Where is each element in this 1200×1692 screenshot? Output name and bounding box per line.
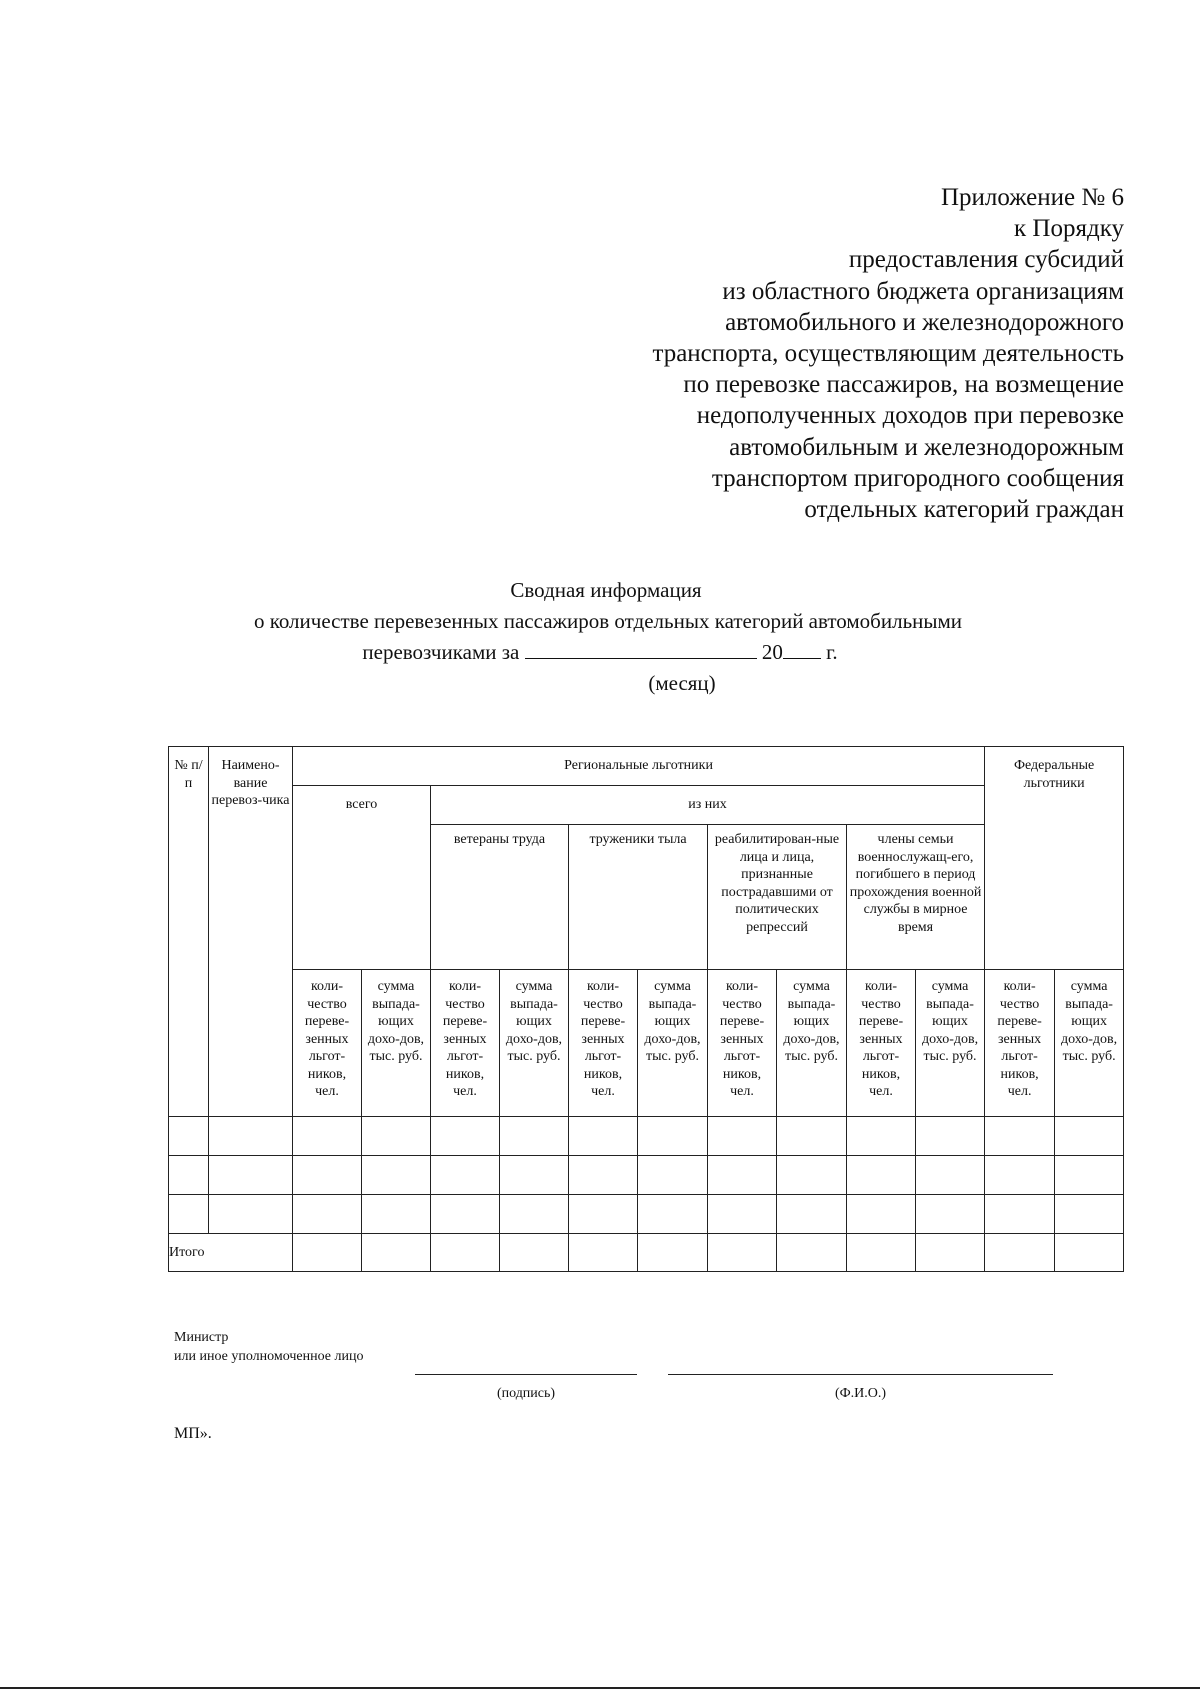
table-cell[interactable] bbox=[708, 1195, 777, 1234]
table-cell[interactable] bbox=[1055, 1195, 1124, 1234]
total-row-label: Итого bbox=[169, 1234, 293, 1272]
table-cell[interactable] bbox=[293, 1234, 362, 1272]
subheader-amount: сумма выпада-ющих дохо-дов, тыс. руб. bbox=[777, 970, 847, 1117]
subheader-count: коли-чество переве-зенных льгот-ников, чел. bbox=[569, 970, 638, 1117]
table-cell[interactable] bbox=[916, 1117, 985, 1156]
signature-caption: (подпись) bbox=[496, 1386, 556, 1401]
year-blank bbox=[783, 641, 821, 659]
table-cell[interactable] bbox=[985, 1156, 1055, 1195]
appendix-header bbox=[652, 182, 1124, 525]
subheader-amount: сумма выпада-ющих дохо-дов, тыс. руб. bbox=[638, 970, 708, 1117]
table-cell[interactable] bbox=[638, 1195, 708, 1234]
appendix-line: по перевозке пассажиров, на возмещение bbox=[683, 371, 1124, 399]
appendix-line: недополученных доходов при перевозке bbox=[696, 402, 1124, 430]
total-row bbox=[169, 1234, 1124, 1272]
name-line[interactable] bbox=[668, 1374, 1053, 1375]
subheader-amount: сумма выпада-ющих дохо-дов, тыс. руб. bbox=[362, 970, 431, 1117]
table-cell[interactable] bbox=[1055, 1156, 1124, 1195]
table-cell[interactable] bbox=[362, 1195, 431, 1234]
subheader-count: коли-чество переве-зенных льгот-ников, чел. bbox=[708, 970, 777, 1117]
table-cell[interactable] bbox=[985, 1234, 1055, 1272]
table-cell[interactable] bbox=[169, 1117, 209, 1156]
appendix-line: транспорта, осуществляющим деятельность bbox=[652, 340, 1124, 368]
document-title: Сводная информация bbox=[510, 578, 702, 602]
table-cell[interactable] bbox=[916, 1234, 985, 1272]
table-cell[interactable] bbox=[362, 1234, 431, 1272]
table-cell[interactable] bbox=[431, 1195, 500, 1234]
table-cell[interactable] bbox=[985, 1117, 1055, 1156]
name-caption: (Ф.И.О.) bbox=[834, 1386, 887, 1401]
header-home-front-workers: труженики тыла bbox=[569, 825, 708, 970]
table-cell[interactable] bbox=[638, 1117, 708, 1156]
stamp-mark: МП». bbox=[174, 1425, 212, 1442]
appendix-line: отдельных категорий граждан bbox=[804, 496, 1124, 524]
table-cell[interactable] bbox=[500, 1195, 569, 1234]
table-cell[interactable] bbox=[569, 1234, 638, 1272]
header-regional: Региональные льготники bbox=[293, 747, 985, 786]
header-labor-veterans: ветераны труда bbox=[431, 825, 569, 970]
table-cell[interactable] bbox=[169, 1156, 209, 1195]
table-cell[interactable] bbox=[209, 1195, 293, 1234]
table-cell[interactable] bbox=[500, 1234, 569, 1272]
header-military-families: члены семьи военнослужащ-его, погибшего в период прохождения военной службы в мирное время bbox=[847, 825, 985, 970]
table-cell[interactable] bbox=[569, 1156, 638, 1195]
subheader-amount: сумма выпада-ющих дохо-дов, тыс. руб. bbox=[1055, 970, 1124, 1117]
signature-line[interactable] bbox=[415, 1374, 637, 1375]
month-caption: (месяц) bbox=[648, 671, 716, 695]
appendix-line: из областного бюджета организациям bbox=[722, 277, 1124, 305]
table-cell[interactable] bbox=[708, 1234, 777, 1272]
header-row-1 bbox=[169, 747, 1124, 786]
table-cell[interactable] bbox=[569, 1195, 638, 1234]
table-cell[interactable] bbox=[362, 1117, 431, 1156]
table-cell[interactable] bbox=[777, 1156, 847, 1195]
table-cell[interactable] bbox=[500, 1156, 569, 1195]
table-cell[interactable] bbox=[638, 1156, 708, 1195]
table-cell[interactable] bbox=[777, 1117, 847, 1156]
table-cell[interactable] bbox=[847, 1156, 916, 1195]
table-cell[interactable] bbox=[916, 1156, 985, 1195]
subheader-amount: сумма выпада-ющих дохо-дов, тыс. руб. bbox=[500, 970, 569, 1117]
subheader-count: коли-чество переве-зенных льгот-ников, чел. bbox=[847, 970, 916, 1117]
table-row bbox=[169, 1195, 1124, 1234]
table-cell[interactable] bbox=[638, 1234, 708, 1272]
period-prefix: перевозчиками за bbox=[362, 640, 520, 664]
appendix-line: к Порядку bbox=[1014, 215, 1124, 243]
table-cell[interactable] bbox=[1055, 1117, 1124, 1156]
table-cell[interactable] bbox=[847, 1117, 916, 1156]
appendix-line: автомобильным и железнодорожным bbox=[729, 433, 1124, 461]
table-cell[interactable] bbox=[847, 1195, 916, 1234]
table-cell[interactable] bbox=[431, 1117, 500, 1156]
table-cell[interactable] bbox=[985, 1195, 1055, 1234]
table-cell[interactable] bbox=[293, 1195, 362, 1234]
table-cell[interactable] bbox=[209, 1156, 293, 1195]
signatory-position bbox=[174, 1328, 363, 1366]
table-cell[interactable] bbox=[169, 1195, 209, 1234]
document-subtitle: о количестве перевезенных пассажиров отдельных категорий автомобильными bbox=[253, 609, 963, 633]
header-rehabilitated: реабилитирован-ные лица и лица, признанные пострадавшими от политических репрессий bbox=[708, 825, 847, 970]
table-cell[interactable] bbox=[916, 1195, 985, 1234]
period-line bbox=[0, 640, 1200, 665]
table-row bbox=[169, 1156, 1124, 1195]
table-cell[interactable] bbox=[708, 1156, 777, 1195]
table-cell[interactable] bbox=[1055, 1234, 1124, 1272]
table-cell[interactable] bbox=[362, 1156, 431, 1195]
month-blank bbox=[525, 641, 757, 659]
header-row-4 bbox=[169, 970, 1124, 1117]
table-cell[interactable] bbox=[293, 1117, 362, 1156]
table-cell[interactable] bbox=[431, 1234, 500, 1272]
year-suffix: г. bbox=[826, 640, 838, 664]
appendix-line: автомобильного и железнодорожного bbox=[725, 308, 1124, 336]
table-cell[interactable] bbox=[569, 1117, 638, 1156]
subheader-count: коли-чество переве-зенных льгот-ников, чел. bbox=[293, 970, 362, 1117]
table-cell[interactable] bbox=[209, 1117, 293, 1156]
table-cell[interactable] bbox=[293, 1156, 362, 1195]
signatory-alternative: или иное уполномоченное лицо bbox=[174, 1349, 364, 1364]
table-cell[interactable] bbox=[777, 1195, 847, 1234]
header-row-2 bbox=[169, 786, 1124, 825]
summary-table bbox=[168, 746, 1124, 1272]
appendix-line: транспортом пригородного сообщения bbox=[711, 464, 1124, 492]
page-bottom-rule bbox=[0, 1687, 1200, 1689]
header-total: всего bbox=[293, 786, 431, 970]
header-federal: Федеральные льготники bbox=[985, 747, 1124, 970]
signatory-title: Министр bbox=[174, 1330, 229, 1345]
table-cell[interactable] bbox=[777, 1234, 847, 1272]
table-cell[interactable] bbox=[708, 1117, 777, 1156]
table-row bbox=[169, 1117, 1124, 1156]
table-cell[interactable] bbox=[500, 1117, 569, 1156]
subheader-count: коли-чество переве-зенных льгот-ников, чел. bbox=[431, 970, 500, 1117]
year-prefix: 20 bbox=[761, 640, 783, 664]
subheader-count: коли-чество переве-зенных льгот-ников, чел. bbox=[985, 970, 1055, 1117]
table-cell[interactable] bbox=[431, 1156, 500, 1195]
subheader-amount: сумма выпада-ющих дохо-дов, тыс. руб. bbox=[916, 970, 985, 1117]
table-cell[interactable] bbox=[847, 1234, 916, 1272]
appendix-line: предоставления субсидий bbox=[848, 246, 1124, 274]
col-header-carrier: Наимено-вание перевоз-чика bbox=[209, 747, 293, 1117]
appendix-line: Приложение № 6 bbox=[940, 184, 1124, 211]
col-header-number: № п/п bbox=[169, 747, 209, 1117]
header-of-them: из них bbox=[431, 786, 985, 825]
